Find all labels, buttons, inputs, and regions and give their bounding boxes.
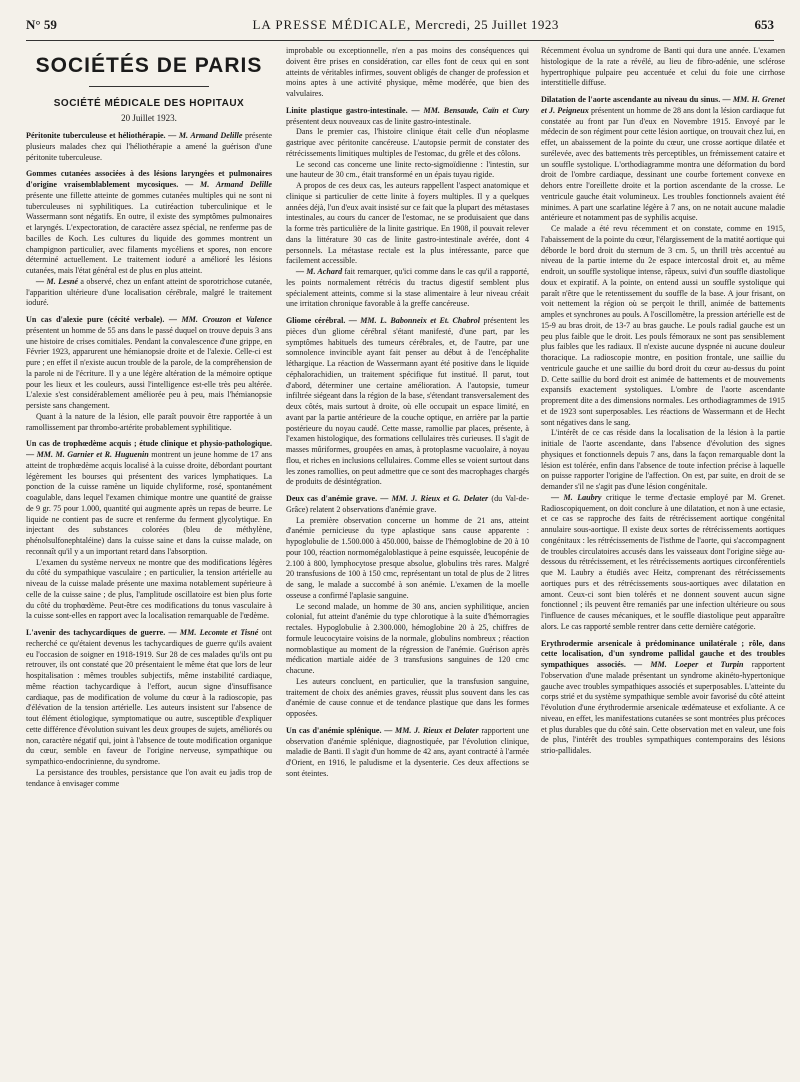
article-author: M. Armand Delille [200, 180, 272, 190]
article-anemie-grave [286, 494, 529, 720]
article-title: Péritonite tuberculeuse et héliothérapie. — [26, 131, 177, 141]
page-number: 653 [754, 17, 774, 32]
article-title: Un cas d'alexie pure (cécité verbale). — [26, 315, 177, 325]
article-title: Un cas d'anémie splénique. — [286, 725, 393, 735]
discussant: — M. Lesné [36, 276, 78, 286]
article-text: présentent deux nouveaux cas de linite gastro-intestinale. [286, 116, 471, 126]
article-text: présente une fillette atteinte de gommes cutanées multiples qui ne sont ni tuberculeuses ni syphilitiques. La cutiréaction tuberculinique et le Wassermann sont négatifs. En outre, il existe des symptômes pulmonaires et laryngés. L'expectoration, de caractère assez spécial, ne renferme pas de bacilles de Koch. Les cultures du liquide des gommes montrent un champignon particulier, avec filaments mycéliens et spores, non encore déterminé actuellement. Le traitement ioduré a amélioré les lésions cutanées, mais l'état général est de plus en plus atteint. [26, 190, 272, 276]
article-author: MM. Lecomte et Tisné [179, 628, 259, 638]
article-text: Le second malade, un homme de 30 ans, ancien syphilitique, ancien colonial, fut atteint d'anémie du type chlorotique à la suite d'hémorragies rectales. Hypoglobulie à 2.300.000, hémoglobine 20 à 25, chiffres de formule leucocytaire voisins de la normale, globulins nombreux ; réaction normoblastique au moment de la régression de l'anémie. Guérison après médication martiale aidée de 3 transfusions sanguines de 120 cmc chacune. [286, 601, 529, 675]
article-text: montrent un jeune homme de 17 ans atteint de trophœdème acquis localisé à la cuisse droite, débordant pourtant légèrement les bourses qui présentent des varices lymphatiques. La ponction de la cuisse ramène un liquide chyliforme, rosé, spontanément coagulable, dans lequel l'examen chimique montre une quantité de graisse de 9 gr. 75 pour 1.000, quantité qui augmente après un repas de beurre. Le liquide ne contient pas de sucre et renferme du ferment glycolytique. En injectant des substances colorées (bleu de méthylène, phénolsulfonephtaléine) dans la cuisse saine et dans la cuisse malade, on reconnaît qu'il y a un important retard dans l'absorption. [26, 450, 272, 556]
society-title: SOCIÉTÉ MÉDICALE DES HOPITAUX [53, 97, 245, 109]
article-dilatation-aorte [541, 95, 785, 633]
article-peritonite [26, 131, 272, 163]
article-author: MM. L. Babonneix et Et. Chabrol [360, 316, 480, 325]
article-text: rapportent l'observation d'une malade présentant un syndrome akinéto-hypertonique gauche avec troubles sympathiques associés et superposables. L'atteinte du corps strié et du système sympathique semble avoir favorisé du côté atteint l'évolution d'une érythrodermie arsenicale œdémateuse et exfoliante. A ce niveau, en effet, les manifestations cutanées se sont montrées plus précoces et plus durables que du côté sain. Cette observation met en valeur, une fois de plus, l'intérêt des troubles sympathiques contemporains des lésions strio-pallidales. [541, 660, 785, 755]
article-linite [286, 106, 529, 310]
article-author: MM. M. Garnier et R. Huguenin [36, 450, 149, 460]
article-trophoedeme [26, 439, 272, 622]
article-title: Un cas de trophœdème acquis ; étude clinique et physio-pathologique. — [26, 439, 272, 460]
article-text: La première observation concerne un homme de 21 ans, atteint d'anémie pernicieuse du type aplastique sans cause apparente : hypoglobulie de 1.500.000 à 450.000, baisse de l'hémoglobine de 20 à 10 pour 100, réaction normomégaloblastique à peine esquissée, leucopénie de 2.100 à 800, lymphocytose presque absolue, globulins très rares. Malgré 20 transfusions de 100 à 150 cmc, représentant un total de plus de 2 litres de sang, le malade a succombé à son anémie. L'examen de la moelle osseuse a confirmé l'aplasie sanguine. [286, 515, 529, 600]
issue-number: N° 59 [26, 17, 57, 32]
journal-title: LA PRESSE MÉDICALE, [252, 17, 412, 32]
article-title: Gliome cérébral. — [286, 316, 357, 325]
article-text: improbable ou exceptionnelle, n'en a pas moins des conséquences qui doivent être prises en considération, car elles font de ceux qui en sont atteints de véritables infirmes, souvent obligés de changer de profession et moins aptes à une activité physique, même modérée, que bien des valvulaires. [286, 46, 529, 98]
article-tachycardiques [26, 628, 272, 789]
article-text: présentent les pièces d'un gliome cérébral s'étant manifesté, d'une part, par les symptômes habituels des tumeurs cérébrales, et, de l'autre, par une somnolence invincible ayant fait penser au début à de l'encéphalite léthargique. La réaction de Wassermann ayant été positive dans le liquide céphalorachidien, un traitement spécifique fut institué. Il parut, tout d'abord, déterminer une certaine amélioration. A l'autopsie, tumeur infiltrée siégeant dans la région de la base, s'étendant transversalement des deux côtés, mais surtout à droite, où elle occupait un espace limité, en avant par la partie antérieure de la couche optique, en arrière par la partie postérieure du noyau caudé. Cette masse, ramollie par places, présente, à l'examen histologique, des formations cellulaires très curieuses. Il s'agit de masses mûriformes, groupées en amas, à protoplasme vacuolaire, à noyau flou, et riches en inclusions cellulaires. Comme elles se voient surtout dans les zones ramollies, on peut admettre que ce sont des macrophages chargés de produits de désintégration. [286, 316, 529, 487]
article-text: Récemment évolua un syndrome de Banti qui dura une année. L'examen histologique de la rate a révélé, au lieu de fibro-adénie, une sclérose hypertrophique pulpaire peu accentuée et celui du foie une cirrhose interstitielle diffuse. [541, 46, 785, 88]
issue-date: Mercredi, 25 Juillet 1923 [414, 17, 559, 32]
title-rule [89, 86, 209, 87]
discussant: — M. Achard [296, 267, 343, 276]
article-text: ont recherché ce qu'étaient devenus les tachycardiques de guerre qu'ils avaient eu l'occasion de soigner en 1918-1919. Sur 28 de ces malades qu'ils ont pu retrouver, ils ont constaté que 20 présentaient le même état que lors de leur hospitalisation : mêmes troubles subjectifs, même instabilité cardiaque, même réaction tachycardique à l'effort, aucun signe d'insuffisance cardiaque, pas de modification de volume du cœur à la radioscopie, pas d'élévation de la tension artérielle. Les auteurs insistent sur l'absence de tout élément étiologique, symptomatique ou autre, susceptible d'expliquer cette différence d'évolution suivant les deux groupes de sujets, améliorés ou non, caractère négatif qui, joint à l'absence de toute modification organique du cœur, semble en faveur de l'origine nerveuse, sympathique ou sympathico-endocrinienne, du syndrome. [26, 628, 272, 767]
article-text: Le second cas concerne une linite recto-sigmoïdienne : l'intestin, sur une hauteur de 30 cm., était transformé en un épais tuyau rigide. [286, 159, 529, 180]
column-1 [26, 46, 272, 1068]
article-author: MM. Crouzon et Valence [181, 315, 272, 325]
article-text: rapportent une observation d'anémie splénique, diagnostiquée, par l'évolution clinique, maladie de Banti. Il s'agit d'un homme de 42 ans, ayant contracté à l'armée d'Orient, en 1916, le paludisme et la dysenterie. Ces deux affections se sont éteintes. [286, 725, 529, 778]
article-gommes [26, 169, 272, 309]
article-title: Linite plastique gastro-intestinale. — [286, 105, 420, 115]
article-text: L'examen du système nerveux ne montre que des modifications légères du côté du sympathique vasculaire ; en particulier, la tension artérielle au niveau de la cuisse malade présente une maxima notablement supérieure à celle de la cuisse saine ; de plus, l'amplitude oscillatoire est bien plus forte du côté du trophœdème. Peut-être ces modifications du tonus vasculaire à la cuisse sont-elles en rapport avec la localisation remarquable de l'œdème. [26, 557, 272, 621]
article-title: Erythrodermie arsenicale à prédominance unilatérale ; rôle, dans cette localisation, d'un syndrome pallidal gauche et des troubles sympathiques associés. — [541, 638, 785, 669]
article-text: La persistance des troubles, persistance que l'on avait eu jadis trop de tendance à envisager comme [26, 767, 272, 788]
article-text: (du Val-de-Grâce) relatent 2 observations d'anémie grave. [286, 494, 529, 514]
article-text: Ce malade a été revu récemment et on constate, comme en 1915, l'abaissement de la pointe du cœur, l'élargissement de la matité aortique qui déborde le bord droit du sternum de 3 cm. 5, un thrill très accentué au niveau de la partie interne du 2e espace intercostal droit et, au même endroit, un souffle systolique intense, râpeux, suivi d'un souffle diastolique doux et expiratif. A la pointe, on entend aussi un souffle systolique qui paraît n'être que le retentissement du souffle de la base. A jour frisant, on voit nettement la région où se perçoit le thrill, animée de battements amples et synchrones au pouls. A l'oscillomètre, la pression artérielle est de 15-9 au bras droit, de 13-7 au bras gauche. Le pouls radial gauche est un peu plus faible que le droit. Les pouls fémoraux ne sont pas sensiblement plus faibles que les radiaux. Il n'existe aucune dyspnée ni aucune douleur thoracique. La radioscopie montre, en position frontale, une saillie du ventricule gauche et une saillie du bord droit du cœur au-dessus du point D. Cette saillie du bord droit est animée de battements et de mouvements expansifs exactement systoliques. L'ombre de l'aorte ascendante proprement dite a des dimensions normales. Les orthodiagrammes de 1915 et de 1923 sont superposables. Les réactions de Wassermann et de Hecht sont négatives dans le sang. [541, 224, 785, 427]
column-2 [286, 46, 529, 1068]
article-author: MM. Loeper et Turpin [650, 660, 744, 669]
article-text: critique le terme d'ectasie employé par M. Grenet. Radioscopiquement, on doit conclure à une dilatation, et non à une ectasie, et ce cas se rapproche des faits de rétrécissement aortique congénital annulaire sous-aortique. Il existe deux sortes de rétrécissements aortiques congénitaux : les rétrécissements de l'isthme de l'aorte, qui s'accompagnent de troubles circulatoires accusés dans les vaisseaux dont l'origine siège au-dessous du rétrécissement, et les rétrécissements aortiques circonférentiels que M. Laubry a étudiés avec Heitz, comprenant des rétrécissements aortiques purs et des rétrécissements sous-aortiques avec dilatation en amont. Ceux-ci sont bien tolérés et ne donnent souvent aucun signe fonctionnel ; ils peuvent être remaniés par une infection ultérieure ou sous l'influence de causes mécaniques, et le souffle diastolique peut apparaître alors. Le cas rapporté semble rentrer dans cette dernière catégorie. [541, 492, 785, 631]
meeting-date: 20 Juillet 1923. [121, 113, 177, 124]
article-title: Deux cas d'anémie grave. — [286, 494, 389, 503]
running-head [26, 14, 774, 36]
article-title: L'avenir des tachycardiques de guerre. — [26, 628, 177, 638]
article-title: Gommes cutanées associées à des lésions laryngées et pulmonaires d'origine vraisemblablement mycosiques. — [26, 169, 272, 190]
article-text: présentent un homme de 55 ans dans le passé duquel on trouve depuis 3 ans une histoire de crises comitiales. Pendant la convalescence d'une grippe, en Février 1923, apparurent une hémianopsie droite et de l'alexie. Celle-ci est pure ; en effet il n'existe aucun trouble de la parole, de la compréhension de la parole ni de l'écriture. Il y a une légère altération de la mémoire optique pour les lieux et les couleurs, aussi l'intelligence est-elle très peu altérée. L'alexie s'est considérablement améliorée peu à peu, mais l'hémianopsie persiste sans changement. [26, 325, 272, 411]
article-author: M. Armand Delille [178, 131, 243, 141]
article-text: A propos de ces deux cas, les auteurs rappellent l'aspect anatomique et clinique si particulier de cette linite à foyers multiples. Il y a quelques années déjà, l'un d'eux avait insisté sur ce fait que la plupart des métastases intestinales, au cours du cancer de l'estomac, ne se produisaient que dans la forme très particulière de la linite gastrique. En 1908, il pouvait relever dans la littérature 30 cas de linite gastro-intestinale avérée, dont 4 personnels. La métastase rectale est la plus intéressante, parce que facilement accessible. [286, 181, 529, 266]
article-erythrodermie [541, 639, 785, 757]
article-text: fait remarquer, qu'ici comme dans le cas qu'il a rapporté, les points normalement rétrécis du tractus digestif semblent plus spécialement atteints, comme si la stase alimentaire à leur niveau créait une irritation chronique favorable à la greffe cancéreuse. [286, 267, 529, 309]
article-author: MM. H. Grenet et J. Peigneux [541, 95, 785, 115]
article-author: MM. J. Rieux et Delater [395, 725, 479, 735]
article-text: Quant à la nature de la lésion, elle paraît pouvoir être rapportée à un ramollissement par thrombo-artérite probablement syphilitique. [26, 411, 272, 432]
article-author: MM. Bensaude, Caïn et Cury [423, 105, 529, 115]
article-text: Les auteurs concluent, en particulier, que la transfusion sanguine, traitement de choix des anémies graves, réussit plus souvent dans les cas d'anémie de cause connue et de tendance plastique que dans les formes opposées. [286, 676, 529, 718]
discussant: — M. Laubry [551, 492, 602, 502]
article-title: Dilatation de l'aorte ascendante au niveau du sinus. — [541, 95, 731, 104]
article-text: présente plusieurs malades chez qui l'héliothérapie a amené la guérison d'une péritonite tuberculeuse. [26, 131, 272, 162]
article-text: a observé, chez un enfant atteint de sporotrichose cutanée, l'apparition ultérieure d'une localisation cérébrale, malgré le traitement ioduré. [26, 276, 272, 308]
article-anemie-splenique [286, 726, 529, 780]
header-rule [26, 40, 774, 41]
column-3 [541, 46, 785, 1068]
article-author: MM. J. Rieux et G. Delater [391, 494, 489, 503]
section-title: SOCIÉTÉS DE PARIS [35, 54, 263, 77]
article-text: L'intérêt de ce cas réside dans la localisation de la lésion à la partie initiale de l'aorte ascendante, dans l'absence d'évolution des signes physiques et fonctionnels depuis 7 ans, dans la façon remarquable dont la lésion est tolérée, enfin dans l'absence de toute infection précise à laquelle on puisse rapporter l'origine de l'affection. On est, par suite, en droit de se demander s'il ne s'agit pas d'une lésion congénitale. [541, 428, 785, 491]
article-text: Dans le premier cas, l'histoire clinique était celle d'un néoplasme gastrique avec péritonite cancéreuse. L'autopsie permit de constater des rétrécissements limitiques multiples de l'estomac, du grêle et des côlons. [286, 127, 529, 158]
running-title [252, 17, 558, 33]
article-alexie [26, 315, 272, 433]
article-text: présentent un homme de 28 ans dont la lésion cardiaque fut constatée au front par l'un d'eux en Novembre 1915. Envoyé par le médecin de son régiment pour cette lésion aortique, on trouvait chez lui, en effet, un abaissement de la pointe du cœur, une crosse aortique dilatée et surélevée, avec des battements très perceptibles, un frémissement cataire et un souffle systolique. L'orthodiagramme montra une déformation du bord droit de l'ombre cardiaque, dessinant une courbe fortement convexe en dehors entre l'oreillette droite et la portion ascendante de la crosse. Le ventricule gauche était volumineux. Les troubles fonctionnels avaient été minimes. A part une scarlatine légère à 7 ans, on ne notait aucune maladie antérieure et notamment pas de syphilis acquise. [541, 105, 785, 223]
article-gliome [286, 316, 529, 488]
